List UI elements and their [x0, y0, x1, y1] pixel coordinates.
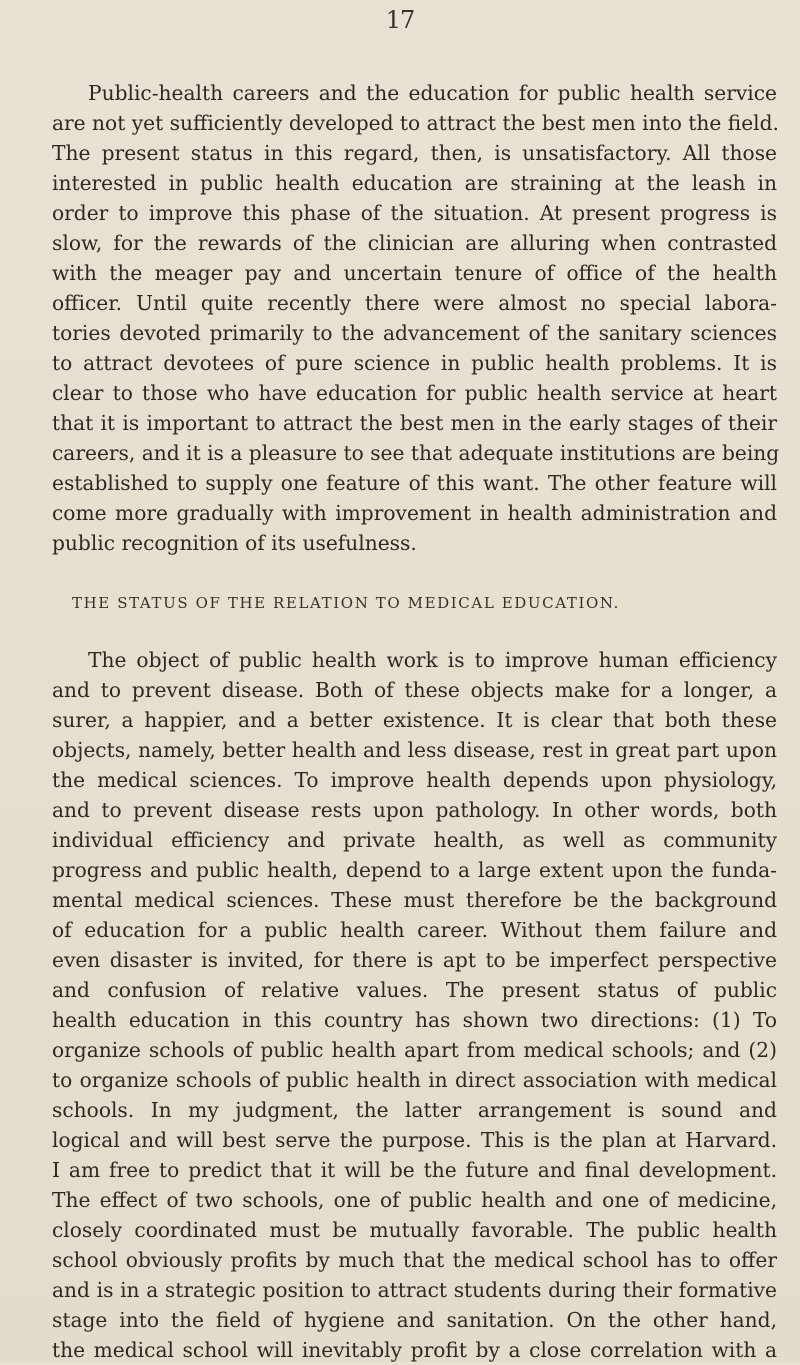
text-line: and is in a strategic position to attract students during their formative [52, 1278, 777, 1302]
text-line: with the meager pay and uncertain tenure of office of the health [52, 261, 777, 285]
text-line: mental medical sciences. These must therefore be the background [52, 888, 777, 912]
text-line: come more gradually with improvement in health administration and [52, 501, 777, 525]
text-line: officer. Until quite recently there were almost no special labora- [52, 291, 777, 315]
text-line: public recognition of its usefulness. [52, 531, 417, 555]
text-line: logical and will best serve the purpose. This is the plan at Harvard. [52, 1128, 777, 1152]
text-line: to organize schools of public health in direct association with medical [52, 1068, 777, 1092]
text-line: tories devoted primarily to the advancement of the sanitary sciences [52, 321, 777, 345]
text-line: health education in this country has shown two directions: (1) To [52, 1008, 777, 1032]
section-heading: THE STATUS OF THE RELATION TO MEDICAL EDUCATION. [72, 594, 621, 612]
text-line: are not yet sufficiently developed to attract the best men into the field. [52, 111, 779, 135]
text-line: school obviously profits by much that the medical school has to offer [52, 1248, 777, 1272]
text-line: established to supply one feature of this want. The other feature will [52, 471, 777, 495]
text-line: and to prevent disease. Both of these objects make for a longer, a [52, 678, 777, 702]
text-line: that it is important to attract the best men in the early stages of their [52, 411, 777, 435]
text-line: of education for a public health career. Without them failure and [52, 918, 777, 942]
text-line: even disaster is invited, for there is apt to be imperfect perspective [52, 948, 777, 972]
text-line: individual efficiency and private health, as well as community [52, 828, 777, 852]
text-line: clear to those who have education for public health service at heart [52, 381, 777, 405]
text-line: interested in public health education are straining at the leash in [52, 171, 777, 195]
text-line: schools. In my judgment, the latter arrangement is sound and [52, 1098, 777, 1122]
text-line: I am free to predict that it will be the future and final development. [52, 1158, 777, 1182]
text-line: progress and public health, depend to a large extent upon the funda- [52, 858, 777, 882]
text-line: the medical school will inevitably profit by a close correlation with a [52, 1338, 777, 1362]
text-line: careers, and it is a pleasure to see that adequate institutions are being [52, 441, 780, 465]
text-line: closely coordinated must be mutually favorable. The public health [52, 1218, 777, 1242]
text-line: The present status in this regard, then, is unsatisfactory. All those [52, 141, 777, 165]
text-line: and confusion of relative values. The present status of public [52, 978, 777, 1002]
page-number: 17 [385, 6, 415, 34]
text-line: the medical sciences. To improve health depends upon physiology, [52, 768, 777, 792]
text-line: and to prevent disease rests upon pathology. In other words, both [52, 798, 777, 822]
text-line: The object of public health work is to improve human efficiency [88, 648, 777, 672]
text-line: to attract devotees of pure science in public health problems. It is [52, 351, 777, 375]
text-line: objects, namely, better health and less disease, rest in great part upon [52, 738, 777, 762]
text-line: The effect of two schools, one of public health and one of medicine, [52, 1188, 777, 1212]
text-line: Public-health careers and the education for public health service [88, 81, 777, 105]
text-line: slow, for the rewards of the clinician are alluring when contrasted [52, 231, 777, 255]
text-line: organize schools of public health apart from medical schools; and (2) [52, 1038, 777, 1062]
text-line: surer, a happier, and a better existence. It is clear that both these [52, 708, 777, 732]
text-line: order to improve this phase of the situation. At present progress is [52, 201, 777, 225]
text-line: stage into the field of hygiene and sanitation. On the other hand, [52, 1308, 777, 1332]
